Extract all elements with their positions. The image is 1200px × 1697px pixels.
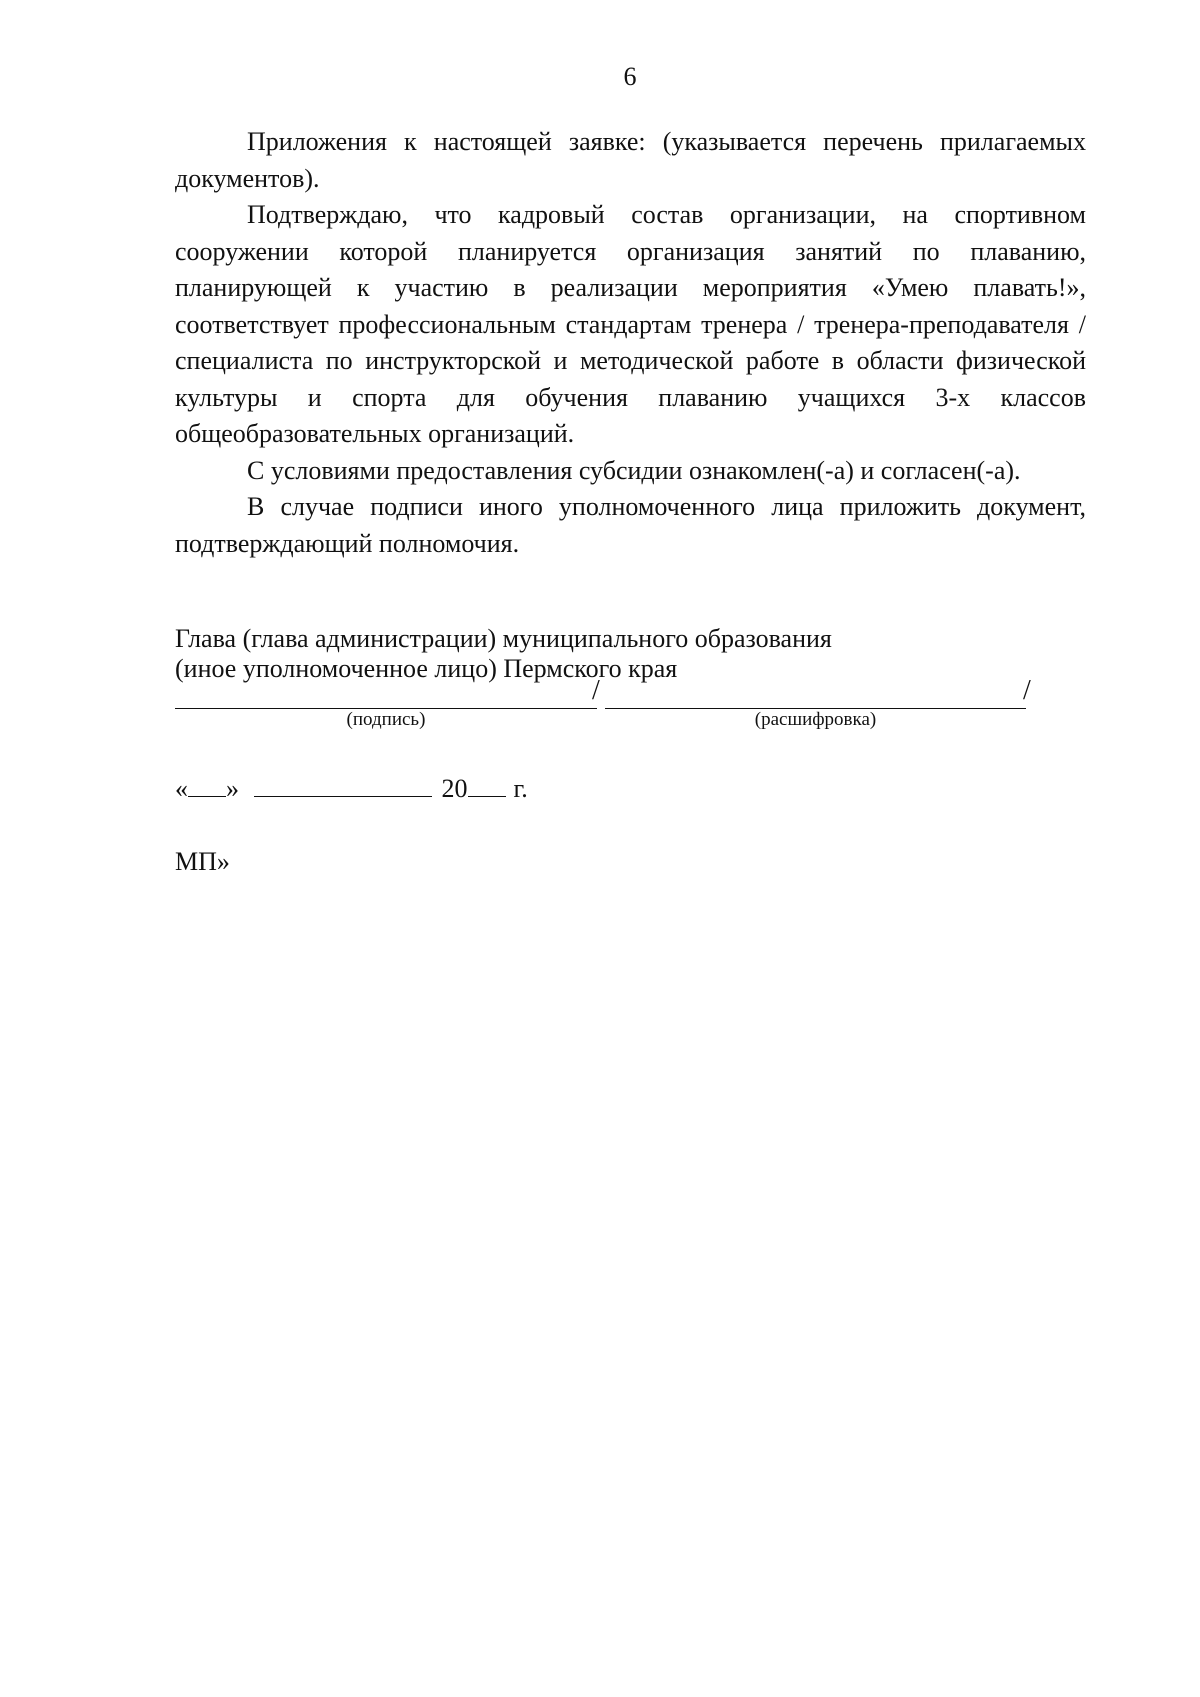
transcript-caption: (расшифровка) [754, 709, 877, 730]
attachments-paragraph: Приложения к настоящей заявке: (указывается перечень прилагаемых документов). [175, 127, 1086, 193]
page-number: 6 [623, 62, 637, 91]
date-open-quote: « [175, 774, 188, 803]
year-suffix: г. [513, 774, 528, 803]
month-blank [254, 770, 432, 797]
document-body [175, 124, 1086, 562]
signer-title-line: Глава (глава администрации) муниципального образования [175, 624, 832, 653]
signature-caption: (подпись) [346, 709, 426, 730]
day-blank [188, 770, 226, 797]
date-close-quote: » [226, 774, 239, 803]
signer-title-line: (иное уполномоченное лицо) Пермского края [175, 654, 678, 683]
signature-separator: / [592, 675, 600, 706]
year-blank [468, 770, 506, 797]
signer-title [175, 624, 1075, 684]
consent-paragraph: С условиями предоставления субсидии ознакомлен(-а) и согласен(-а). [247, 455, 1021, 485]
year-prefix: 20 [441, 774, 468, 803]
transcript-separator: / [1023, 675, 1031, 706]
authority-paragraph: В случае подписи иного уполномоченного лица приложить документ, подтверждающий полномочия. [175, 492, 1086, 558]
date-line [175, 770, 528, 804]
staff-confirmation-paragraph: Подтверждаю, что кадровый состав организации, на спортивном сооружении которой планируется организация занятий по плаванию, планирующей к участию в реализации мероприятия «Умею плавать!», соответствует профессиональным стандартам тренера / тренера-преподавателя / специалиста по инструкторской и методической работе в области физической культуры и спорта для обучения плаванию учащихся 3-х классов общеобразовательных организаций. [175, 200, 1086, 448]
stamp-placeholder: МП» [175, 847, 230, 876]
